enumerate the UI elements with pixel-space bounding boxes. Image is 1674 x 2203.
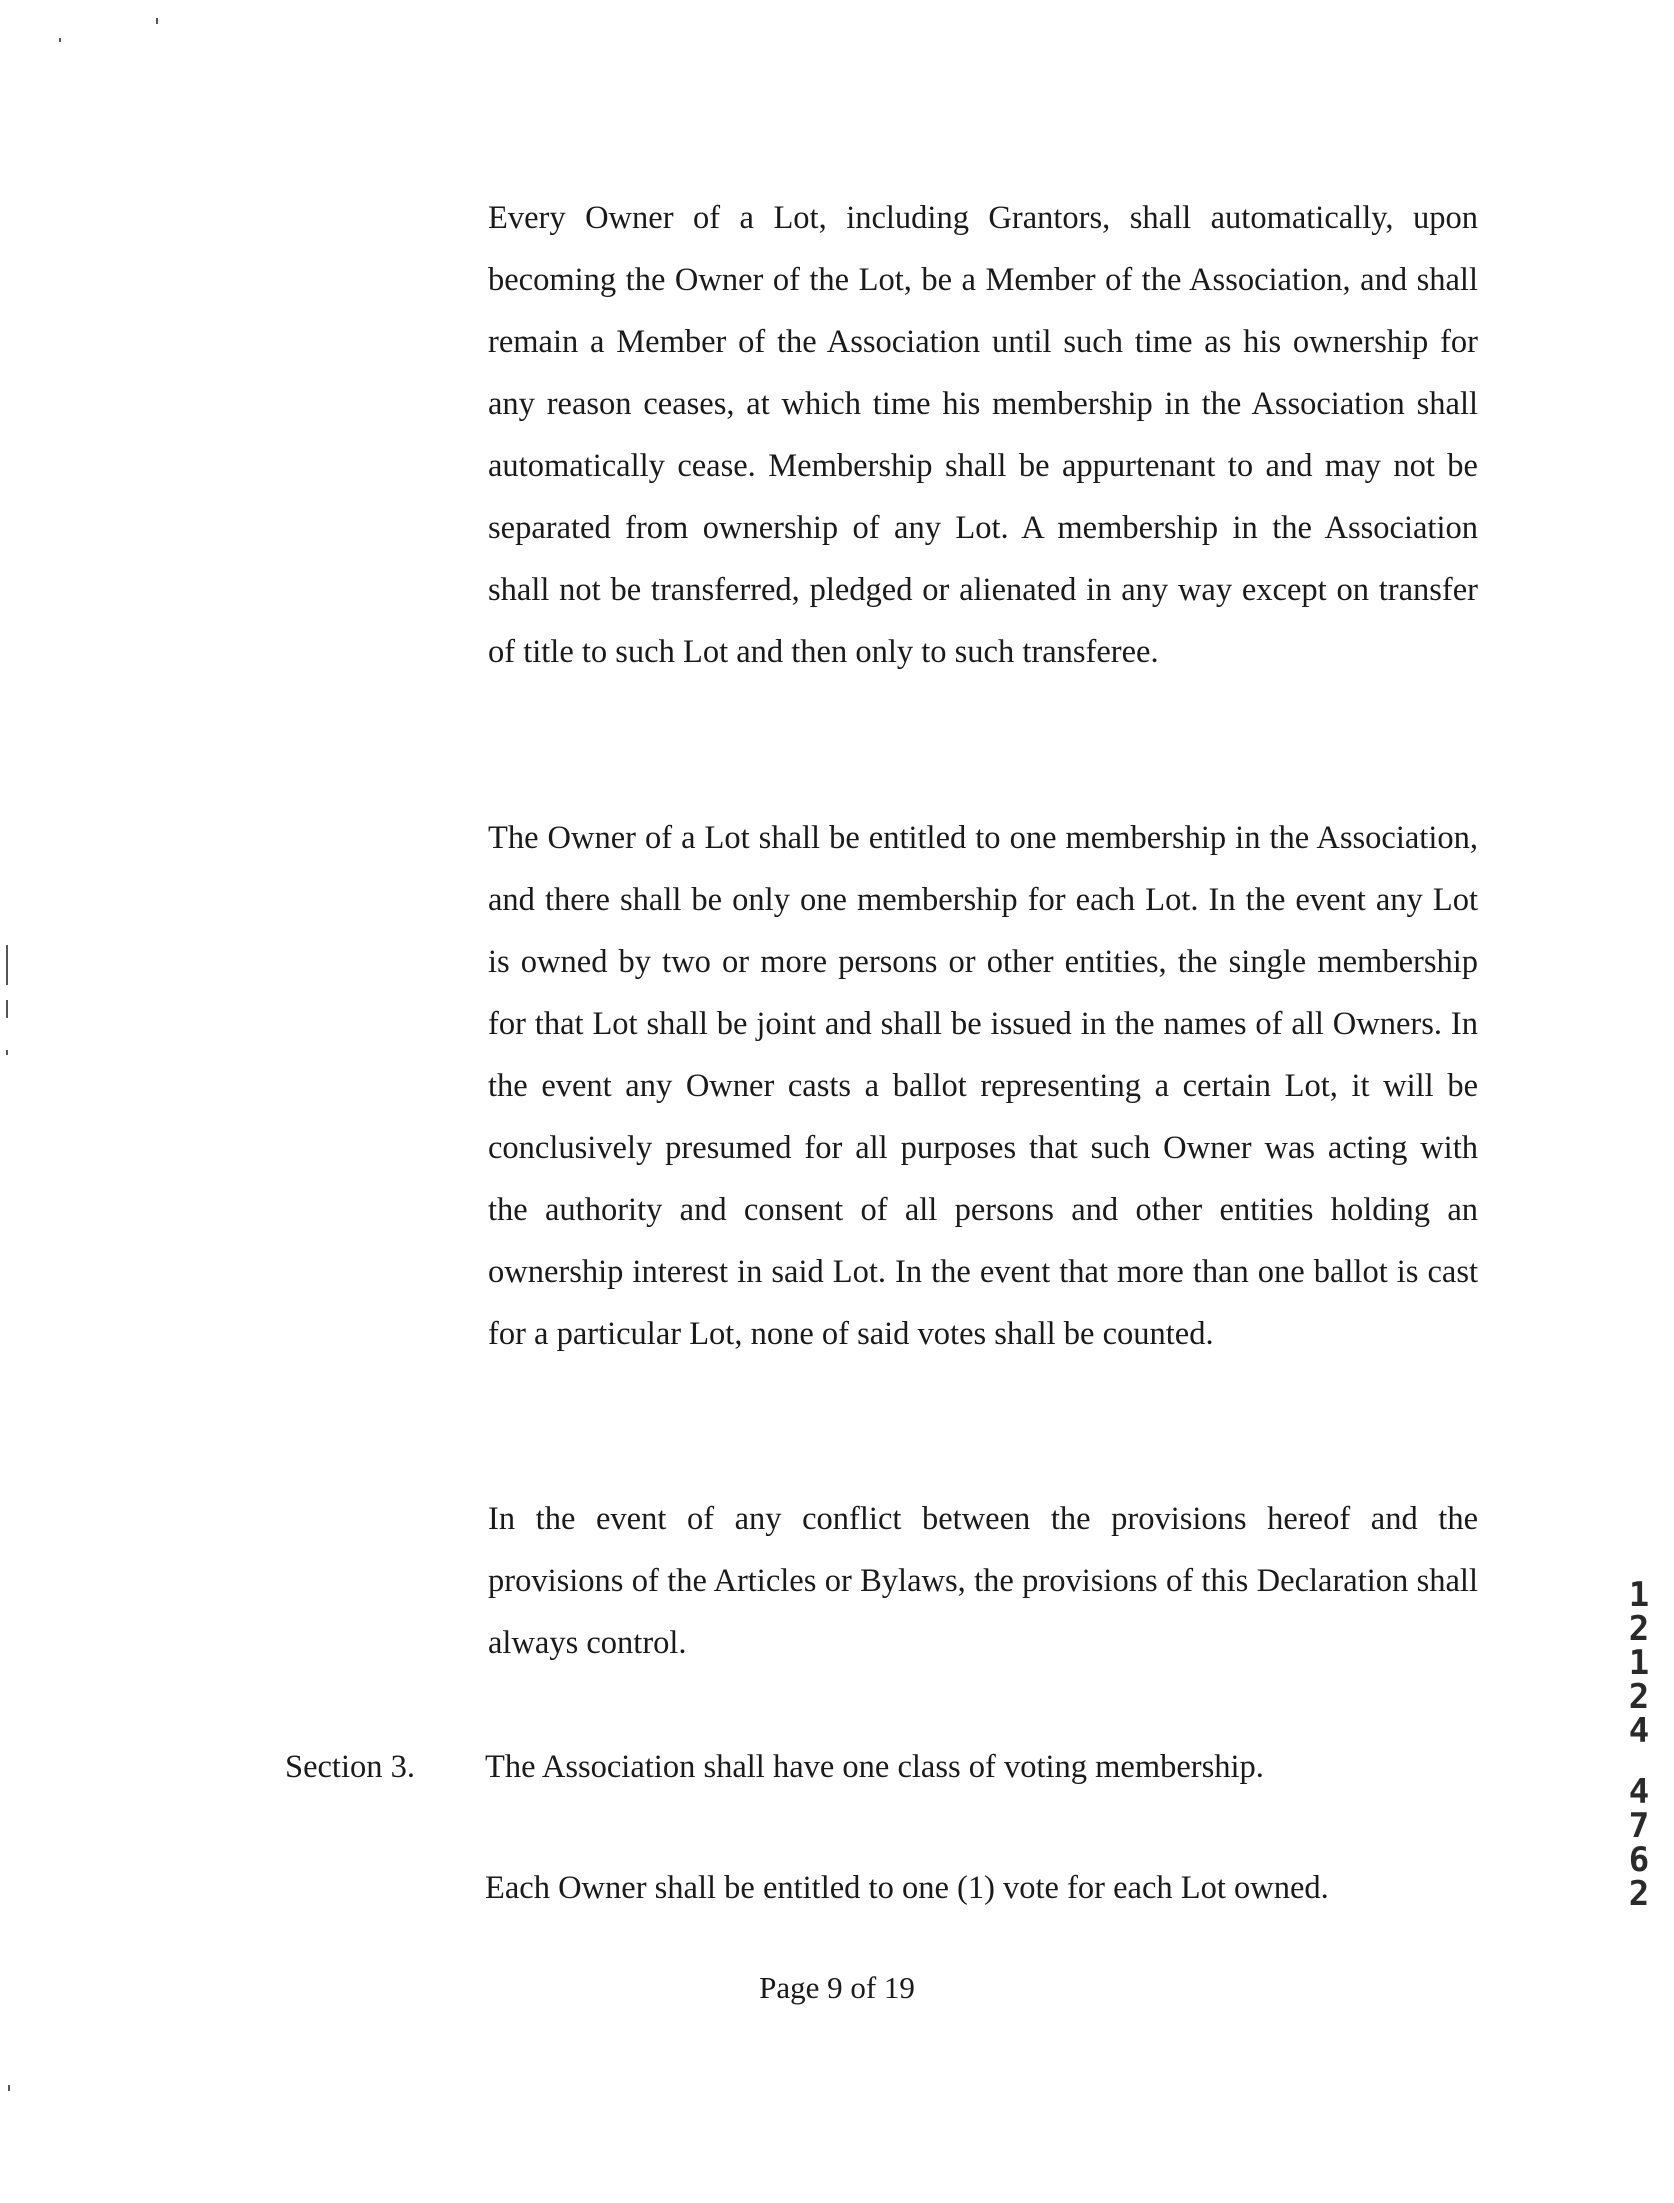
section-text: The Association shall have one class of voting membership. [485, 1749, 1264, 1785]
section-label: Section 3. [285, 1749, 415, 1785]
stamp-digit: 1 [1628, 1575, 1650, 1615]
scan-artifact [156, 18, 158, 24]
section-text-vote: Each Owner shall be entitled to one (1) vote for each Lot owned. [485, 1870, 1329, 1906]
scan-artifact [8, 2085, 10, 2091]
stamp-digit: 2 [1628, 1874, 1650, 1914]
stamp-digit: 4 [1628, 1772, 1650, 1812]
paragraph-membership: Every Owner of a Lot, including Grantors, shall automatically, upon becoming the Owner of the Lot, be a Member of the Association, and shall remain a Member of the Association until such time as his ownership for any reason ceases, at which time his membership in the Association shall automatically cease. Membership shall be appurtenant to and may not be separated from ownership of any Lot. A membership in the Association shall not be transferred, pledged or alienated in any way except on transfer of title to such Lot and then only to such transferee. [488, 200, 1478, 670]
margin-stamp-group-2 [1620, 1772, 1658, 1914]
scan-artifact [6, 1000, 8, 1018]
scan-artifact [59, 38, 61, 42]
paragraph-conflict: In the event of any conflict between the provisions hereof and the provisions of the Articles or Bylaws, the provisions of this Declaration shall always control. [488, 1501, 1478, 1661]
paragraph-lot-membership: The Owner of a Lot shall be entitled to one membership in the Association, and there shall be only one membership for each Lot. In the event any Lot is owned by two or more persons or other entities, the single membership for that Lot shall be joint and shall be issued in the names of all Owners. In the event any Owner casts a ballot representing a certain Lot, it will be conclusively presumed for all purposes that such Owner was acting with the authority and consent of all persons and other entities holding an ownership interest in said Lot. In the event that more than one ballot is cast for a particular Lot, none of said votes shall be counted. [488, 820, 1478, 1352]
scan-artifact [6, 1050, 8, 1055]
scan-artifact [6, 945, 8, 985]
stamp-digit: 4 [1628, 1711, 1650, 1751]
page-number: Page 9 of 19 [759, 1970, 915, 2005]
stamp-digit: 7 [1628, 1806, 1650, 1846]
stamp-digit: 1 [1628, 1643, 1650, 1683]
margin-stamp-group-1 [1620, 1575, 1658, 1751]
stamp-digit: 2 [1628, 1677, 1650, 1717]
stamp-digit: 2 [1628, 1609, 1650, 1649]
stamp-digit: 6 [1628, 1840, 1650, 1880]
